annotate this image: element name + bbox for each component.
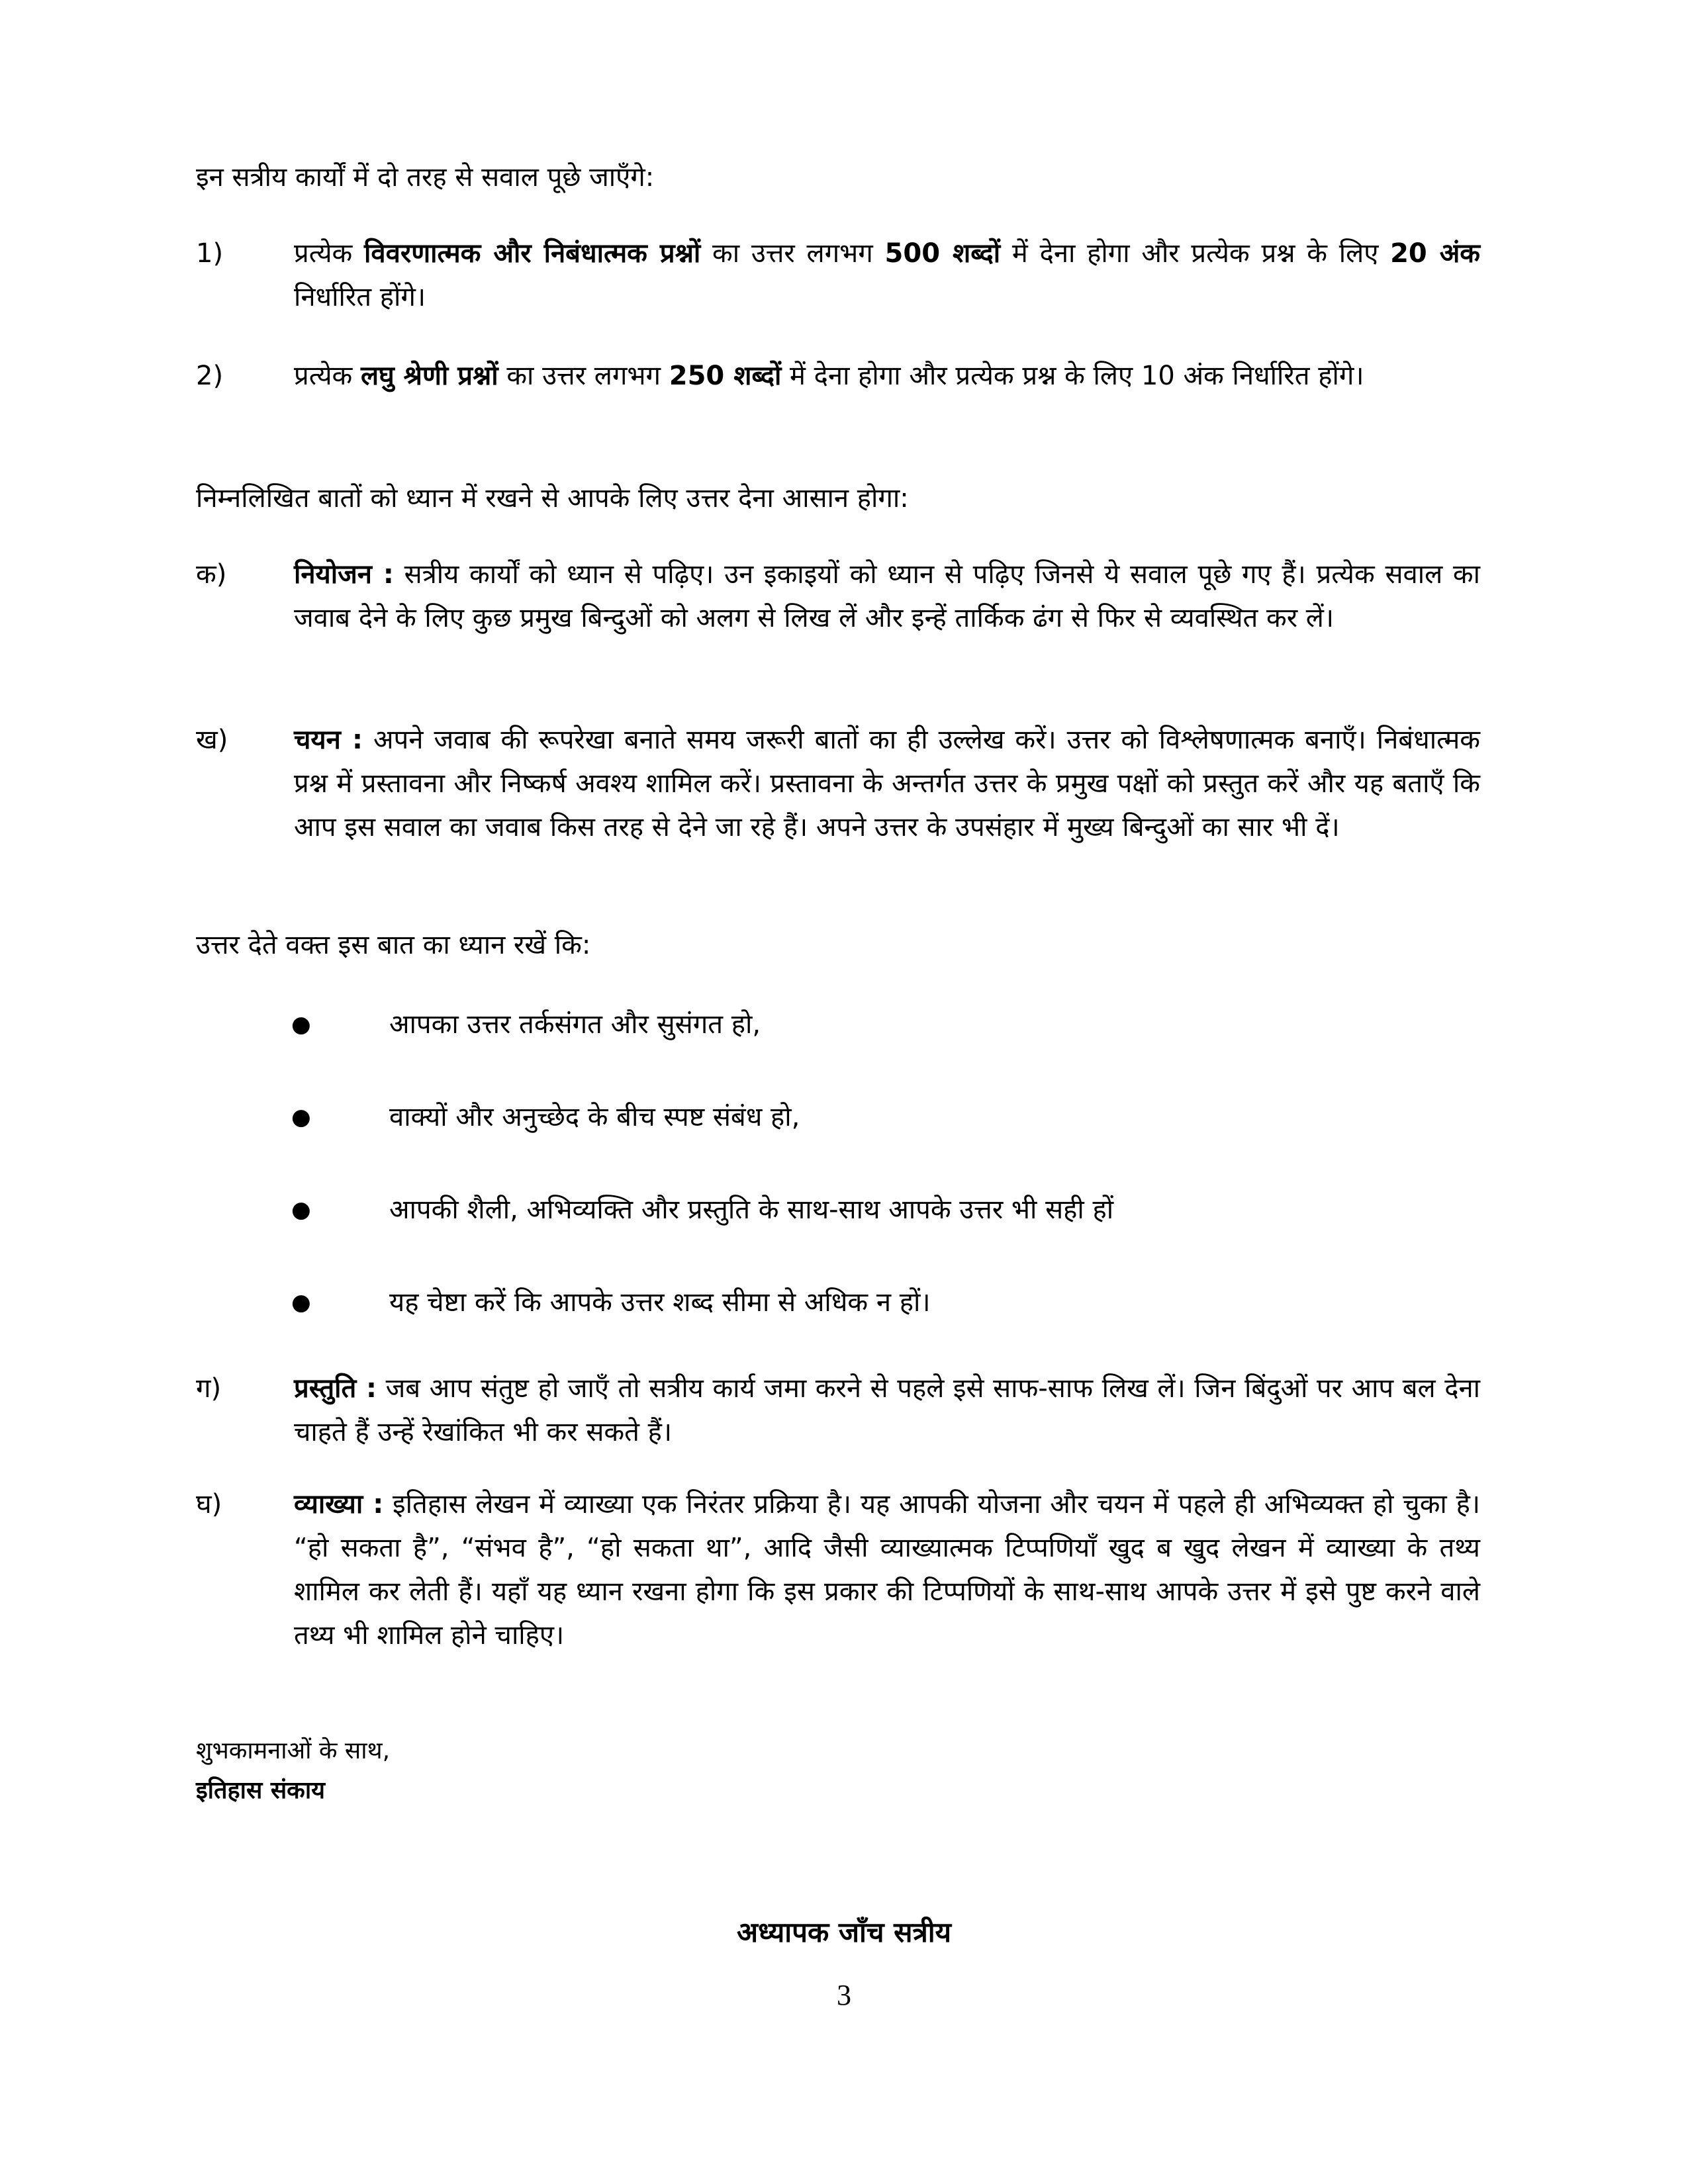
- question-number: 2): [196, 361, 224, 391]
- bullet-item: ● आपका उत्तर तर्कसंगत और सुसंगत हो,: [291, 1003, 1483, 1046]
- question-number: 1): [196, 238, 224, 269]
- section-title: अध्यापक जाँच सत्रीय: [736, 1916, 951, 1948]
- tip-prastuti: [196, 1367, 1480, 1454]
- tips-intro: निम्नलिखित बातों को ध्यान में रखने से आपके लिए उत्तर देना आसान होगा:: [196, 483, 909, 514]
- question-item-2: [196, 354, 1480, 398]
- bullet-item: ● आपकी शैली, अभिव्यक्ति और प्रस्तुति के साथ-साथ आपके उत्तर भी सही हों: [291, 1188, 1483, 1232]
- tip-body: इतिहास लेखन में व्याख्या एक निरंतर प्रक्रिया है। यह आपकी योजना और चयन में पहले ही अभिव्यक्त हो चुका है। “हो सकता है”, “संभव है”, “हो सकता था”, आदि जैसी व्याख्यात्मक टिप्पणियाँ खुद ब खुद लेखन में व्याख्या के तथ्य शामिल कर लेती हैं। यहाँ यह ध्यान रखना होगा कि इस प्रकार की टिप्पणियों के साथ-साथ आपके उत्तर में इसे पुष्ट करने वाले तथ्य भी शामिल होने चाहिए।: [294, 1489, 1480, 1651]
- tip-marker: ग): [196, 1373, 222, 1404]
- bullet-item: ● वाक्यों और अनुच्छेद के बीच स्पष्ट संबंध हो,: [291, 1095, 1483, 1139]
- tip-body: सत्रीय कार्यों को ध्यान से पढ़िए। उन इकाइयों को ध्यान से पढ़िए जिनसे ये सवाल पूछे गए हैं। प्रत्येक सवाल का जवाब देने के लिए कुछ प्रमुख बिन्दुओं को अलग से लिख लें और इन्हें तार्किक ढंग से फिर से व्यवस्थित कर लें।: [294, 559, 1480, 633]
- tip-body: अपने जवाब की रूपरेखा बनाते समय जरूरी बातों का ही उल्लेख करें। उत्तर को विश्लेषणात्मक बनाएँ। निबंधात्मक प्रश्न में प्रस्तावना और निष्कर्ष अवश्य शामिल करें। प्रस्तावना के अन्तर्गत उत्तर के प्रमुख पक्षों को प्रस्तुत करें और यह बताएँ कि आप इस सवाल का जवाब किस तरह से देने जा रहे हैं। अपने उत्तर के उपसंहार में मुख्य बिन्दुओं का सार भी दें।: [294, 725, 1481, 842]
- tip-heading: प्रस्तुति :: [294, 1373, 377, 1404]
- tip-heading: चयन :: [294, 725, 363, 755]
- tip-heading: व्याख्या :: [294, 1489, 384, 1520]
- tip-vyakhya: [196, 1482, 1480, 1657]
- tip-body: जब आप संतुष्ट हो जाएँ तो सत्रीय कार्य जमा करने से पहले इसे साफ-साफ लिख लें। जिन बिंदुओं पर आप बल देना चाहते हैं उन्हें रेखांकित भी कर सकते हैं।: [294, 1373, 1480, 1447]
- closing-line: शुभकामनाओं के साथ,: [196, 1737, 391, 1764]
- tip-marker: ख): [196, 725, 228, 755]
- page-number: 3: [837, 1979, 851, 2011]
- tip-heading: नियोजन :: [294, 559, 394, 590]
- bullet-icon: ●: [291, 1011, 311, 1038]
- bullet-icon: ●: [291, 1197, 311, 1223]
- question-text: प्रत्येक लघु श्रेणी प्रश्नों का उत्तर लगभग 250 शब्दों में देना होगा और प्रत्येक प्रश्न के लिए 10 अंक निर्धारित होंगे।: [294, 361, 1364, 391]
- faculty-signature: इतिहास संकाय: [196, 1777, 326, 1804]
- tip-chayan: [196, 718, 1480, 849]
- answer-intro: उत्तर देते वक्त इस बात का ध्यान रखें कि:: [196, 930, 591, 960]
- tip-niyojan: [196, 553, 1480, 640]
- tip-marker: क): [196, 559, 227, 590]
- bullet-item: ● यह चेष्टा करें कि आपके उत्तर शब्द सीमा से अधिक न हों।: [291, 1281, 1483, 1324]
- intro-text: इन सत्रीय कार्यों में दो तरह से सवाल पूछे जाएँगे:: [196, 162, 655, 193]
- question-item-1: [196, 232, 1480, 319]
- bullet-icon: ●: [291, 1104, 311, 1130]
- tip-marker: घ): [196, 1489, 222, 1520]
- bullet-icon: ●: [291, 1289, 311, 1316]
- question-text: प्रत्येक विवरणात्मक और निबंधात्मक प्रश्नों का उत्तर लगभग 500 शब्दों में देना होगा और प्रत्येक प्रश्न के लिए 20 अंक निर्धारित होंगे।: [294, 238, 1481, 312]
